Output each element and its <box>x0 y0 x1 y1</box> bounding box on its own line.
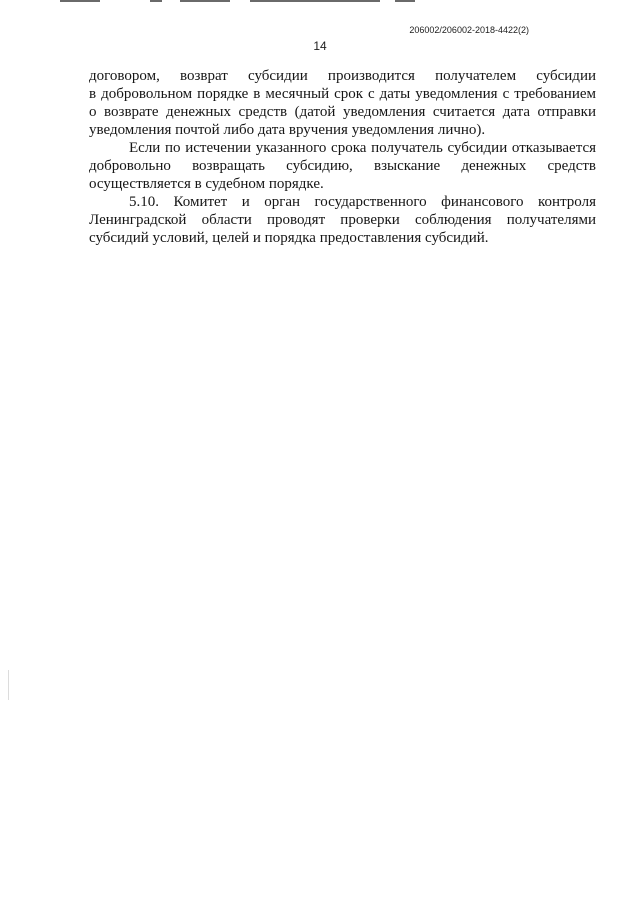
text-line: 5.10. Комитет и орган государственного финансового контроля <box>129 194 596 210</box>
paragraph <box>89 193 596 247</box>
paragraph <box>89 139 596 193</box>
text-line: договором, возврат субсидии производится получателем субсидии <box>89 68 596 84</box>
text-line: субсидий условий, целей и порядка предоставления субсидий. <box>89 230 489 246</box>
text-line: Ленинградской области проводят проверки соблюдения получателями <box>89 212 596 228</box>
text-line: добровольно возвращать субсидию, взыскание денежных средств <box>89 158 596 174</box>
scan-edge-artifact <box>0 0 640 4</box>
text-line: Если по истечении указанного срока получатель субсидии отказывается <box>129 140 596 156</box>
document-body <box>89 67 596 247</box>
paragraph <box>89 67 596 139</box>
text-line: осуществляется в судебном порядке. <box>89 176 324 192</box>
text-line: уведомления почтой либо дата вручения уведомления лично). <box>89 122 486 138</box>
document-id: 206002/206002-2018-4422(2) <box>409 25 529 35</box>
page-number: 14 <box>313 39 327 53</box>
text-line: в добровольном порядке в месячный срок с даты уведомления с требованием <box>89 86 596 102</box>
text-line: о возврате денежных средств (датой уведомления считается дата отправки <box>89 104 596 120</box>
scan-margin-mark <box>8 670 9 700</box>
